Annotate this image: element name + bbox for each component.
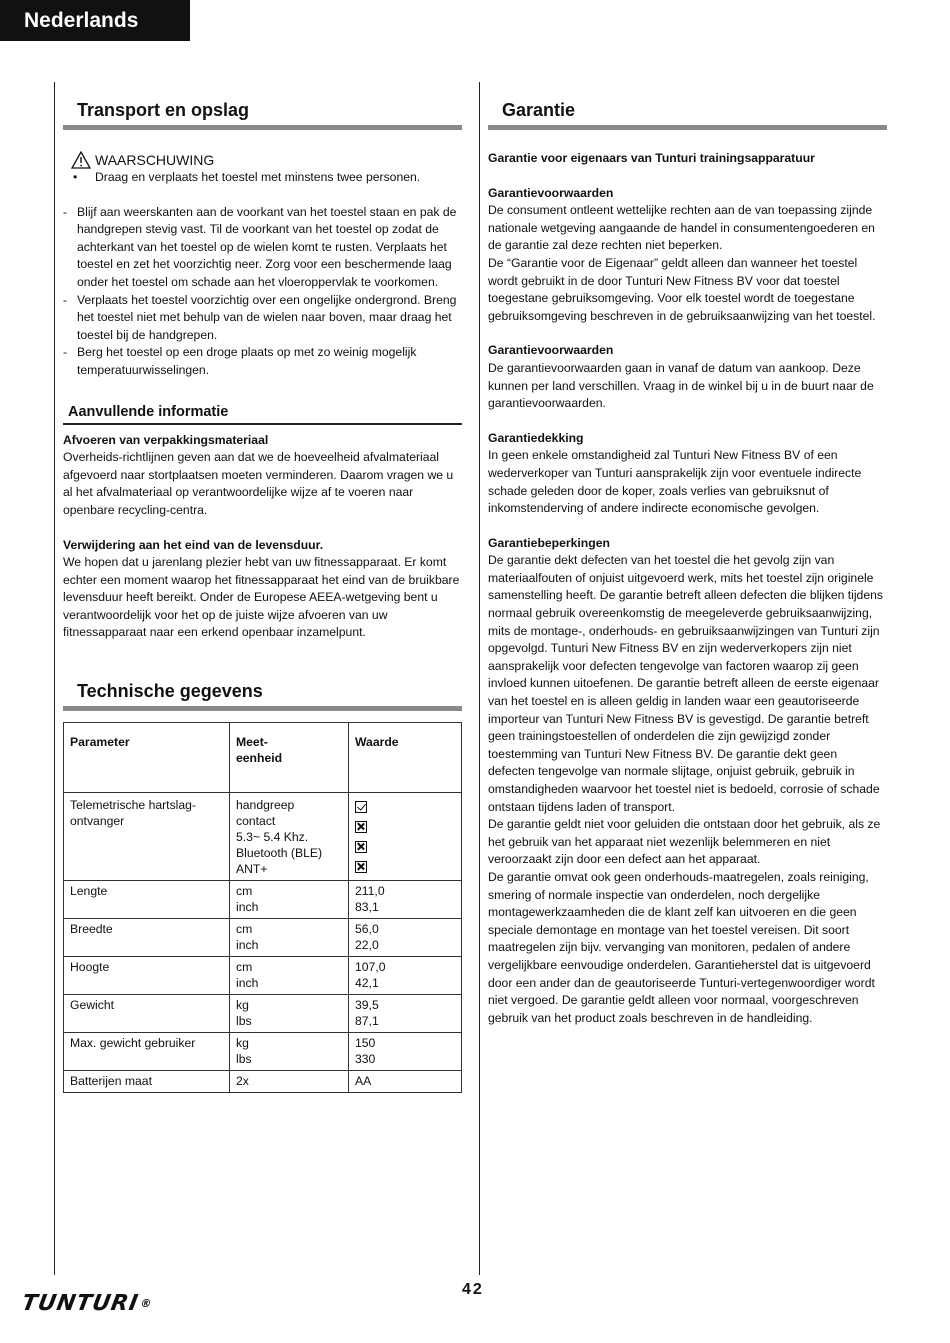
cell-unit: cm inch bbox=[230, 957, 349, 995]
list-item-text: Blijf aan weerskanten aan de voorkant van het toestel staan en pak de handgrepen stevig vast. Til de voorkant van het toestel op zodat de achterkant van het toestel op de wielen komt te rusten. Verplaats het toestel en zet het voorzichtig neer. Zorg voor een beschermende laag onder het toestel om schade aan het vloeroppervlak te voorkomen. bbox=[77, 204, 457, 289]
list-item: - Berg het toestel op een droge plaats op met zo weinig mogelijk temperatuurwisselingen. bbox=[63, 345, 417, 377]
limits-text: De garantie geldt niet voor geluiden die ontstaan door het gebruik, als ze het gebruik van het apparaat niet wezenlijk belemmeren en niet veroorzaakt zijn door een defect aan het apparaat. bbox=[488, 817, 881, 867]
conditions-text: De “Garantie voor de Eigenaar” geldt alleen dan wanneer het toestel wordt gebruikt in de door Tunturi New Fitness BV voor dat toestel toegestane gebruiksomgeving. Voor elk toestel wordt de toegestane gebruiksomgeving beschreven in de gebruiksaanwijzing van het toestel. bbox=[488, 255, 876, 323]
warning-bullet bbox=[63, 169, 462, 187]
table-row bbox=[64, 957, 462, 995]
list-item-text: Berg het toestel op een droge plaats op met zo weinig mogelijk temperatuurwisselingen. bbox=[77, 345, 417, 377]
cell-value: AA bbox=[349, 1071, 462, 1093]
cell-parameter: Hoogte bbox=[64, 957, 230, 995]
end-of-life-text: We hopen dat u jarenlang plezier hebt van uw fitnessapparaat. Er komt echter een moment waarop het fitnessapparaat het eind van de bruikbare levensduur heeft bereikt. Onder de Europese AEEA-wetgeving bent u verantwoordelijk voor het op de juiste wijze afvoeren van uw fitnessapparaat naar een erkend openbaar inzamelpunt. bbox=[63, 555, 460, 640]
limits-text: De garantie dekt defecten van het toestel die het gevolg zijn van materiaalfouten of onjuist uitgevoerd werk, mits het toestel zijn originele samenstelling heeft. De garantie betreft alleen defecten die blijken tijdens normaal gebruik overeenkomstig de meegeleverde gebruiksaanwijzing, mits de montage-, onderhouds- en gebruiksaanwijzingen van Tunturi zijn opgevolgd. Tunturi New Fitness BV en zijn wederverkopers zijn niet aansprakelijk voor defecten tengevolge van factoren waarop zij geen invloed kunnen uitoefenen. De garantie betreft alleen de eerste eigenaar van het toestel en is alleen geldig in landen waar een geautoriseerde importeur van Tunturi New Fitness BV is gevestigd. De garantie betreft geen trainingstoestellen of onderdelen die zijn gewijzigd zonder toestemming van Tunturi New Fitness BV. De garantie dekt geen defecten tengevolge van normale slijtage, onjuist gebruik, gebruik in omstandigheden waarvoor het toestel niet is bedoeld, corrosie of schade ontstaan tijdens laden of transport. bbox=[488, 553, 883, 814]
center-column-rule bbox=[479, 82, 480, 1275]
cell-unit: cm inch bbox=[230, 881, 349, 919]
extra-info-section-title: Aanvullende informatie bbox=[63, 402, 462, 425]
warning-bullet-text: Draag en verplaats het toestel met minstens twee personen. bbox=[95, 170, 421, 184]
tunturi-logo bbox=[19, 1291, 154, 1316]
warranty-intro-heading: Garantie voor eigenaars van Tunturi trainingsapparatuur bbox=[488, 151, 815, 165]
cell-unit: 2x bbox=[230, 1071, 349, 1093]
cell-unit: cm inch bbox=[230, 919, 349, 957]
header-unit: Meet- eenheid bbox=[230, 723, 349, 793]
transport-section-title: Transport en opslag bbox=[63, 98, 462, 130]
right-column bbox=[488, 98, 887, 1027]
warning-block bbox=[63, 151, 462, 169]
registered-mark: ® bbox=[139, 1297, 154, 1310]
conditions-heading: Garantievoorwaarden bbox=[488, 185, 614, 200]
coverage-text: In geen enkele omstandigheid zal Tunturi New Fitness BV of een wederverkoper van Tunturi aansprakelijk zijn voor eventuele indirecte schade geleden door de koper, zoals verlies van gebruiksnut of inkomstenderving of andere indirecte economische gevolgen. bbox=[488, 448, 862, 516]
cell-value: 39,5 87,1 bbox=[349, 995, 462, 1033]
cell-value: 56,0 22,0 bbox=[349, 919, 462, 957]
cell-value: 107,0 42,1 bbox=[349, 957, 462, 995]
cell-unit: handgreep contact 5.3~ 5.4 Khz. Bluetooth (BLE) ANT+ bbox=[230, 793, 349, 881]
logo-text: TUNTURI bbox=[19, 1291, 141, 1316]
table-row bbox=[64, 919, 462, 957]
limits-text: De garantie omvat ook geen onderhouds-maatregelen, zoals reiniging, smering of normale inspectie van onderdelen, noch dergelijke montagewerkzaamheden die de klant zelf kan uitvoeren en die geen speciale demontage en montage van het toestel vereisen. Dit soort maatregelen zijn bijv. vervanging van monitoren, pedalen of andere vergelijkbare eenvoudige onderdelen. Garantieherstel dat is uitgevoerd door een ander dan de geautoriseerde Tunturi-vertegenwoordiger wordt niet vergoed. De garantie geldt alleen voor normaal, voorgeschreven gebruik van het product zoals beschreven in de handleiding. bbox=[488, 869, 875, 1025]
conditions-text: De garantievoorwaarden gaan in vanaf de datum van aankoop. Deze kunnen per land verschillen. Vraag in de winkel bij u in de buurt naar de garantievoorwaarden. bbox=[488, 360, 874, 411]
technical-section-title: Technische gegevens bbox=[63, 679, 462, 711]
packaging-text: Overheids-richtlijnen geven aan dat we de hoeveelheid afvalmateriaal afgevoerd naar stortplaatsen moeten verminderen. Daarom vragen we u al het afvalmateriaal op verantwoordelijke wijze af te voeren naar openbare recycling-centra. bbox=[63, 450, 454, 517]
list-item: - Verplaats het toestel voorzichtig over een ongelijke ondergrond. Breng het toestel niet met behulp van de wielen naar boven, maar draag het toestel bij de handgrepen. bbox=[63, 292, 457, 342]
table-row bbox=[64, 793, 462, 881]
coverage-heading: Garantiedekking bbox=[488, 430, 584, 445]
table-row bbox=[64, 1033, 462, 1071]
cell-parameter: Max. gewicht gebruiker bbox=[64, 1033, 230, 1071]
conditions-heading: Garantievoorwaarden bbox=[488, 343, 614, 358]
cell-parameter: Telemetrische hartslag- ontvanger bbox=[64, 793, 230, 881]
transport-instructions bbox=[63, 204, 462, 380]
table-row bbox=[64, 881, 462, 919]
warning-triangle-icon bbox=[71, 151, 91, 169]
limits-heading: Garantiebeperkingen bbox=[488, 535, 610, 550]
cell-unit: kg lbs bbox=[230, 1033, 349, 1071]
cell-parameter: Breedte bbox=[64, 919, 230, 957]
crossed-box-icon bbox=[355, 841, 367, 853]
cell-unit: kg lbs bbox=[230, 995, 349, 1033]
conditions-text: De consument ontleent wettelijke rechten aan de van toepassing zijnde nationale wetgeving aangaande de handel in consumentengoederen en de garantie zal deze rechten niet beperken. bbox=[488, 203, 875, 253]
language-tab: Nederlands bbox=[0, 0, 190, 41]
warning-label: WAARSCHUWING bbox=[95, 152, 215, 168]
bullet-dot: • bbox=[73, 170, 78, 184]
header-value: Waarde bbox=[349, 723, 462, 793]
cell-parameter: Lengte bbox=[64, 881, 230, 919]
crossed-box-icon bbox=[355, 861, 367, 873]
table-row bbox=[64, 995, 462, 1033]
cell-parameter: Gewicht bbox=[64, 995, 230, 1033]
warranty-section-title: Garantie bbox=[488, 98, 887, 130]
list-item-text: Verplaats het toestel voorzichtig over een ongelijke ondergrond. Breng het toestel niet met behulp van de wielen naar boven, maar draag het toestel bij de handgrepen. bbox=[77, 292, 457, 342]
telemetry-checkboxes bbox=[355, 797, 455, 875]
packaging-heading: Afvoeren van verpakkingsmateriaal bbox=[63, 432, 269, 447]
end-of-life-heading: Verwijdering aan het eind van de levensduur. bbox=[63, 537, 324, 552]
cell-value bbox=[349, 793, 462, 881]
left-column bbox=[63, 98, 462, 1093]
cell-value: 150 330 bbox=[349, 1033, 462, 1071]
list-item: - Blijf aan weerskanten aan de voorkant van het toestel staan en pak de handgrepen stevig vast. Til de voorkant van het toestel op zodat de achterkant van het toestel op de wielen komt te rusten. Verplaats het toestel en zet het voorzichtig neer. Zorg voor een beschermende laag onder het toestel om schade aan het vloeroppervlak te voorkomen. bbox=[63, 204, 457, 289]
table-row bbox=[64, 1071, 462, 1093]
cell-value: 211,0 83,1 bbox=[349, 881, 462, 919]
page-number: 42 bbox=[462, 1281, 484, 1298]
checked-box-icon bbox=[355, 801, 367, 813]
cell-parameter: Batterijen maat bbox=[64, 1071, 230, 1093]
table-header-row bbox=[64, 723, 462, 793]
specifications-table bbox=[63, 722, 462, 1093]
crossed-box-icon bbox=[355, 821, 367, 833]
header-parameter: Parameter bbox=[64, 723, 230, 793]
left-column-rule bbox=[54, 82, 55, 1275]
